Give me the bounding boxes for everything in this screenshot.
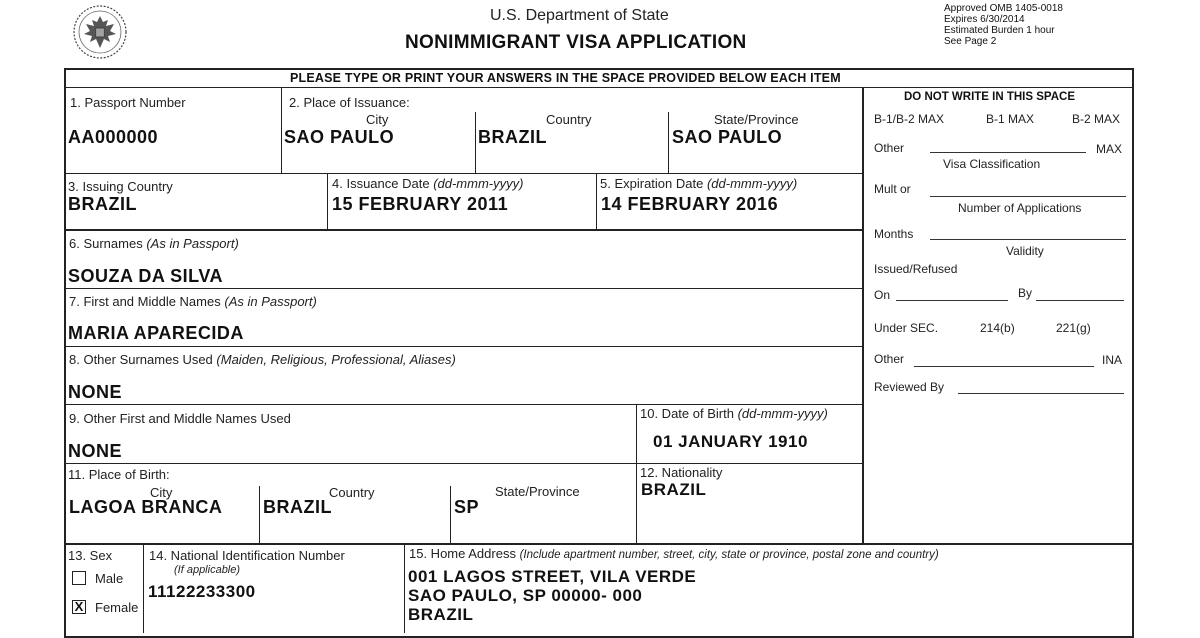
other-surnames-hint: (Maiden, Religious, Professional, Aliases) [216,352,456,367]
issuance-country-label: Country [546,112,592,127]
row-divider-6 [64,463,862,464]
birth-city-field[interactable]: LAGOA BRANCA [69,497,223,517]
by-line [1036,300,1124,301]
home-address-line-3[interactable]: BRAZIL [408,605,474,624]
expiration-date-hint: (dd-mmm-yyyy) [706,176,798,191]
passport-number-label: 1. Passport Number [70,95,186,110]
instruction-divider [64,87,1134,88]
female-label: Female [95,600,139,615]
instruction-banner: PLEASE TYPE OR PRINT YOUR ANSWERS IN THE SPACE PROVIDED BELOW EACH ITEM [290,71,841,85]
surnames-label: 6. Surnames (As in Passport) [69,236,239,251]
by-label: By [1018,286,1033,300]
issuance-city-label: City [366,112,389,127]
max-label: MAX [1096,142,1123,156]
issuance-state-field[interactable]: SAO PAULO [672,127,783,147]
date-of-birth-hint: (dd-mmm-yyyy) [737,406,828,421]
place-of-birth-label: 11. Place of Birth: [68,467,170,482]
passport-number-field[interactable]: AA000000 [68,127,159,147]
home-address-label: 15. Home Address (Include apartment number, street, city, state or province, postal zone and country) [409,546,939,561]
birth-state-field[interactable]: SP [454,497,480,517]
birth-city-label: City [150,485,173,500]
on-label: On [874,288,891,302]
office-column-divider [862,87,864,543]
b1b2-max-label: B-1/B-2 MAX [874,112,945,126]
other-label: Other [874,141,905,155]
row-divider-7 [64,543,1134,545]
surnames-hint: (As in Passport) [146,236,239,251]
on-line [896,300,1008,301]
date-of-birth-field[interactable]: 01 JANUARY 1910 [653,432,808,451]
national-id-label: 14. National Identification Number [149,548,345,563]
office-use-title: DO NOT WRITE IN THIS SPACE [904,91,1076,103]
department-seal [72,4,128,60]
other-surnames-label: 8. Other Surnames Used (Maiden, Religious, Professional, Aliases) [69,352,456,367]
col-divider-3-4 [327,173,328,229]
first-names-field[interactable]: MARIA APARECIDA [68,323,244,343]
sec-221g-label: 221(g) [1056,321,1091,335]
expiration-date-field[interactable]: 14 FEBRUARY 2016 [601,194,779,214]
national-id-field[interactable]: 11122233300 [148,582,256,601]
row-divider-4 [64,346,862,347]
first-names-label: 7. First and Middle Names (As in Passport) [69,294,317,309]
other-first-names-field[interactable]: NONE [68,441,123,461]
issuing-country-field[interactable]: BRAZIL [68,194,137,214]
b2-max-label: B-2 MAX [1072,112,1121,126]
other2-label: Other [874,352,905,366]
surnames-field[interactable]: SOUZA DA SILVA [68,266,223,286]
home-address-line-1[interactable]: 001 LAGOS STREET, VILA VERDE [408,567,697,586]
issuing-country-label: 3. Issuing Country [68,179,173,194]
validity-line [930,239,1126,240]
visa-classification-label: Visa Classification [943,157,1041,171]
other-first-names-label: 9. Other First and Middle Names Used [69,411,291,426]
issued-refused-label: Issued/Refused [874,262,958,276]
under-sec-label: Under SEC. [874,321,939,335]
home-address-line-2[interactable]: SAO PAULO, SP 00000- 000 [408,586,643,605]
omb-line-3: Estimated Burden 1 hour [944,25,1055,36]
reviewed-by-label: Reviewed By [874,380,945,394]
nationality-field[interactable]: BRAZIL [641,480,707,499]
nationality-label: 12. Nationality [640,465,723,480]
row-divider-3 [64,288,862,289]
row-divider-5 [64,404,862,405]
omb-line-2: Expires 6/30/2014 [944,14,1025,25]
department-name: U.S. Department of State [490,7,669,24]
validity-label: Validity [1006,244,1044,258]
col-divider-2a [475,112,476,173]
issuance-country-field[interactable]: BRAZIL [478,127,547,147]
visa-class-line [930,152,1086,153]
issuance-city-field[interactable]: SAO PAULO [284,127,395,147]
number-of-applications-label: Number of Applications [958,201,1082,215]
omb-line-4: See Page 2 [944,36,997,47]
ina-line [914,366,1094,367]
row-divider-2 [64,229,862,231]
col-divider-2b [668,112,669,173]
place-of-issuance-label: 2. Place of Issuance: [289,95,410,110]
col-divider-11a [259,486,260,543]
eagle-seal-icon [72,4,128,60]
issuance-date-label: 4. Issuance Date (dd-mmm-yyyy) [332,176,524,191]
col-divider-1-2 [281,87,282,173]
male-checkbox[interactable] [72,571,86,585]
female-checkbox[interactable]: X [72,600,86,614]
b1-max-label: B-1 MAX [986,112,1035,126]
months-label: Months [874,227,914,241]
male-label: Male [95,571,124,586]
issuance-date-field[interactable]: 15 FEBRUARY 2011 [332,194,509,214]
col-divider-14-15 [404,543,405,633]
row-divider-1 [64,173,862,174]
col-divider-9-10 [636,404,637,543]
sex-label: 13. Sex [68,548,113,563]
mult-or-label: Mult or [874,182,911,196]
birth-country-field[interactable]: BRAZIL [263,497,332,517]
col-divider-4-5 [596,173,597,229]
omb-line-1: Approved OMB 1405-0018 [944,3,1063,14]
national-id-hint: (If applicable) [174,564,241,576]
birth-country-label: Country [329,485,375,500]
other-surnames-field[interactable]: NONE [68,382,123,402]
issuance-date-hint: (dd-mmm-yyyy) [433,176,524,191]
reviewed-by-line [958,393,1124,394]
form-title: NONIMMIGRANT VISA APPLICATION [405,32,747,53]
date-of-birth-label: 10. Date of Birth (dd-mmm-yyyy) [640,406,828,421]
ina-label: INA [1102,353,1123,367]
birth-state-label: State/Province [495,484,580,499]
col-divider-13-14 [143,543,144,633]
issuance-state-label: State/Province [714,112,799,127]
col-divider-11b [450,486,451,543]
expiration-date-label: 5. Expiration Date (dd-mmm-yyyy) [600,176,798,191]
sec-214b-label: 214(b) [980,321,1015,335]
home-address-hint: (Include apartment number, street, city, state or province, postal zone and country) [519,549,939,561]
num-apps-line [930,196,1126,197]
first-names-hint: (As in Passport) [224,294,317,309]
